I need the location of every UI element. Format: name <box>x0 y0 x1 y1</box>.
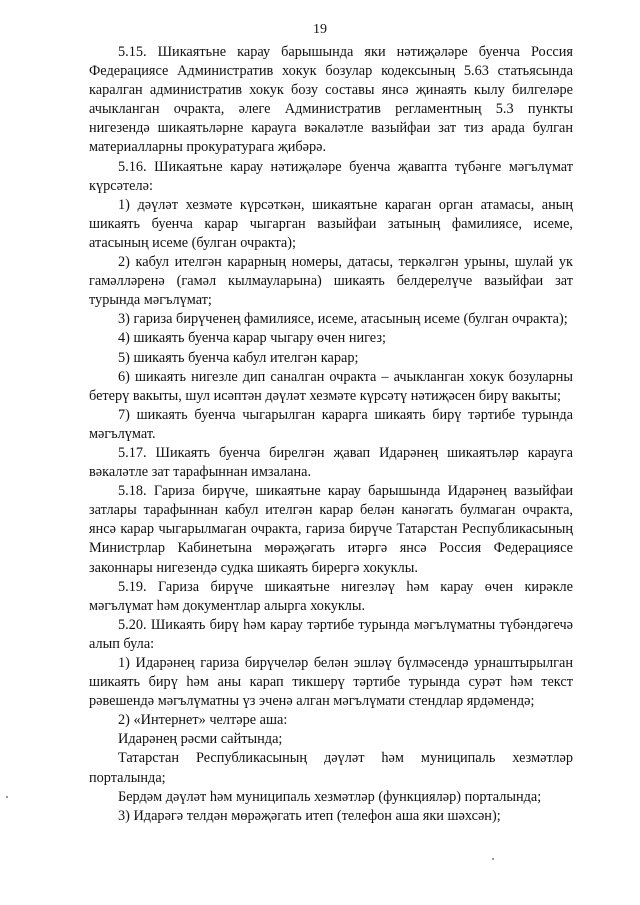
page-body <box>89 43 573 826</box>
scan-speck <box>492 858 494 860</box>
list-item-6: 6) шикаять нигезле дип саналган очракта – ачыкланган хокук бозуларны бетерү вакыты, шул исәптән дәүләт хезмәте күрсәтү нәтиҗәсен бирү вакыты; <box>89 368 573 404</box>
list-item-1: 1) дәүләт хезмәте күрсәткән, шикаятьне караган орган атамасы, аның шикаять буенча карар чыгарган вазыйфаи затының фамилиясе, исеме, атасының исеме (булган очракта); <box>89 196 573 251</box>
list-item-2: 2) кабул ителгән карарның номеры, датасы, теркәлгән урыны, шулай ук гамәлләренә (гамәл кылмауларына) шикаять белдерелүче вазыйфаи зат турында мәгълүмат; <box>89 254 573 309</box>
info-source-1: 1) Идарәнең гариза бирүчеләр белән эшләү бүлмәсендә урнаштырылган шикаять бирү һәм аны карап тикшерү тәртибе турында сурәт һәм текст рәвешендә мәгълүматны үз эченә алган мәгълүмати стендлар ярдәмендә; <box>89 655 573 710</box>
info-source-2-federal-portal: Бердәм дәүләт һәм муниципаль хезмәтләр (функцияләр) порталында; <box>118 788 542 805</box>
list-item-5: 5) шикаять буенча кабул ителгән карар; <box>118 349 359 366</box>
list-item-3: 3) гариза бирүченең фамилиясе, исеме, атасының исеме (булган очракта); <box>118 311 568 328</box>
paragraph-5-17: 5.17. Шикаять буенча бирелгән җавап Идарәнең шикаятьләр карауга вәкаләтле зат тарафыннан имзалана. <box>89 444 573 481</box>
list-item-4: 4) шикаять буенча карар чыгару өчен нигез; <box>118 330 386 347</box>
info-source-3: 3) Идарәгә телдән мөрәҗәгать итеп (телефон аша яки шәхсән); <box>118 807 501 824</box>
paragraph-5-20: 5.20. Шикаять бирү һәм карау тәртибе турында мәгълүматны түбәндәгечә алып була: <box>89 616 573 652</box>
paragraph-5-18: 5.18. Гариза бирүче, шикаятьне карау барышында Идарәнең вазыйфаи затлары тарафыннан кабул ителгән карар белән канәгать булмаган очракта, янсә карар чыгарылмаган очракта, гариза бирүче Татарстан Республикасының Министрлар Кабинетына мөрәҗәгать итәргә янсә Россия Федерациясе законнары нигезендә судка шикаять бирергә хокуклы. <box>89 483 573 576</box>
info-source-2-regional-portal: Татарстан Республикасының дәүләт һәм муниципаль хезмәтләр порталында; <box>89 750 573 786</box>
paragraph-5-16: 5.16. Шикаятьне карау нәтиҗәләре буенча җавапта түбәнге мәгълүмат күрсәтелә: <box>89 158 573 194</box>
paragraph-5-19: 5.19. Гариза бирүче шикаятьне нигезләү һәм карау өчен кирәкле мәгълүмат һәм документлар алырга хокуклы. <box>89 578 573 614</box>
list-item-7: 7) шикаять буенча чыгарылган карарга шикаять бирү тәртибе турында мәгълүмат. <box>89 406 573 442</box>
paragraph-5-15: 5.15. Шикаятьне карау барышында яки нәтиҗәләре буенча Россия Федерациясе Административ хокук бозулар кодексының 5.63 статьясында каралган административ хокук бозу составы янсә җинаять кылу билгеләре ачыкланган очракта, әлеге Административ регламентның 5.3 пункты нигезендә шикаятьләрне карауга вәкаләтле вазыйфаи зат тиз арада булган материалларны прокуратурага җибәрә. <box>89 44 573 156</box>
page-number: 19 <box>313 22 327 37</box>
info-source-2-website: Идарәнең рәсми сайтында; <box>118 731 283 748</box>
info-source-2: 2) «Интернет» челтәре аша: <box>118 712 288 729</box>
scan-speck <box>6 796 8 798</box>
